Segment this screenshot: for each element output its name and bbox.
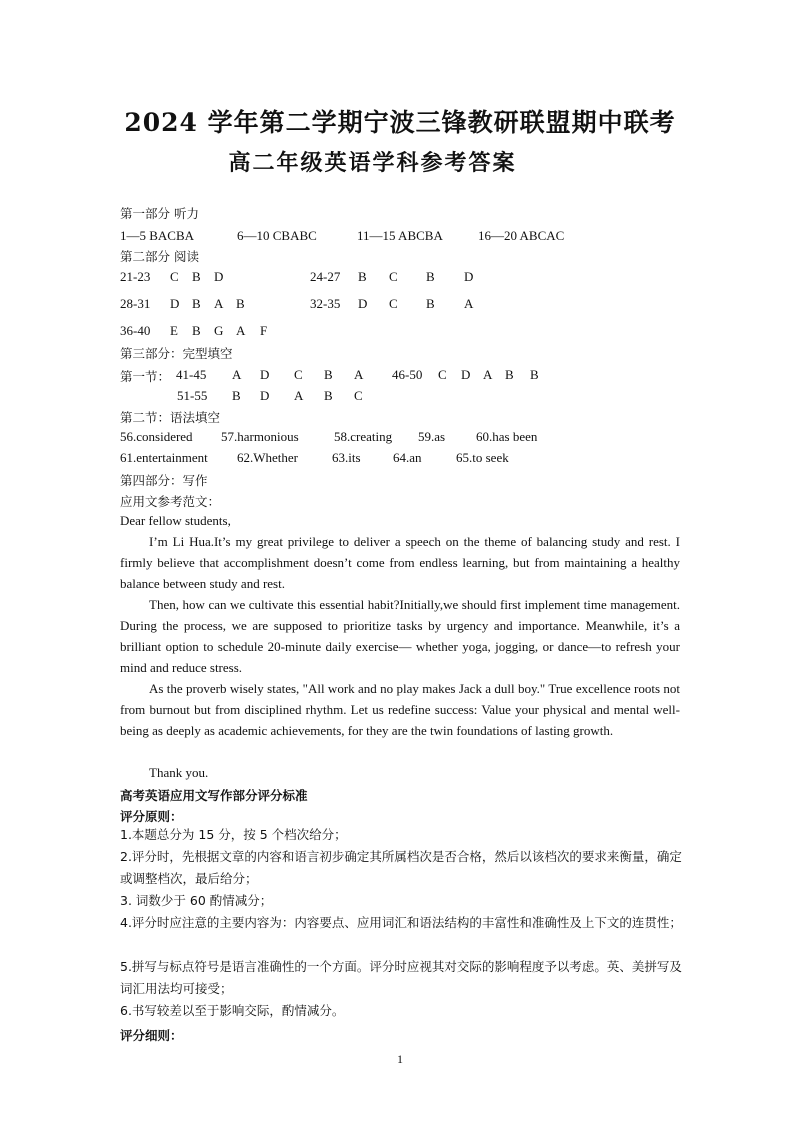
letter-closing: Thank you.: [149, 765, 209, 780]
listening-answer-group: 11—15 ABCBA: [357, 228, 443, 243]
scoring-rule: 1.本题总分为 15 分，按 5 个档次给分；: [120, 827, 347, 842]
page-title: 2024 学年第二学期宁波三锋教研联盟期中联考: [124, 108, 676, 137]
question-range: 36-40: [120, 323, 151, 338]
answer-letter: A: [464, 296, 474, 311]
listening-answer-group: 16—20 ABCAC: [478, 228, 565, 243]
part1-heading: 第一部分 听力: [120, 206, 199, 221]
answer-letter: A: [236, 323, 246, 338]
answer-letter: B: [426, 269, 435, 284]
answer-letter: B: [358, 269, 367, 284]
question-range: 51-55: [177, 388, 208, 403]
answer-letter: C: [294, 367, 303, 382]
grammar-answer: 64.an: [393, 450, 422, 465]
answer-letter: C: [389, 296, 398, 311]
answer-letter: D: [464, 269, 474, 284]
essay-paragraph: I’m Li Hua.It’s my great privilege to deliver a speech on the theme of balancing study and rest. I firmly believe that accomplishment doesn’t come from endless learning, but from maintaining a healthy balance between study and rest.: [120, 534, 680, 591]
scoring-rule: 2.评分时，先根据文章的内容和语言初步确定其所属档次是否合格，然后以该档次的要求来衡量，确定或调整档次，最后给分；: [120, 849, 682, 886]
answer-letter: C: [354, 388, 363, 403]
grammar-answer: 56.considered: [120, 429, 193, 444]
section2-label: 第二节：语法填空: [120, 410, 221, 425]
answer-letter: G: [214, 323, 224, 338]
grammar-answer: 62.Whether: [237, 450, 299, 465]
grammar-answer: 65.to seek: [456, 450, 509, 465]
answer-letter: D: [461, 367, 471, 382]
question-range: 32-35: [310, 296, 341, 311]
answer-letter: A: [214, 296, 224, 311]
answer-letter: F: [260, 323, 268, 338]
answer-letter: A: [483, 367, 493, 382]
scoring-rule: 3. 词数少于 60 酌情减分；: [120, 893, 273, 908]
answer-letter: B: [236, 296, 245, 311]
answer-letter: D: [358, 296, 368, 311]
part4-heading: 第四部分：写作: [120, 473, 208, 488]
part3-heading: 第三部分：完型填空: [120, 346, 233, 361]
scoring-rule: 6.书写较差以至于影响交际，酌情减分。: [120, 1003, 345, 1018]
essay-paragraph: Then, how can we cultivate this essential habit?Initially,we should first implement time management. During the process, we are supposed to prioritize tasks by urgency and importance. Meanwhile, it’s a brilliant option to schedule 20-minute daily exercise— whether yoga, jogging, or dance—to refresh your mind and reduce stress.: [120, 597, 680, 675]
part2-heading: 第二部分 阅读: [120, 249, 199, 264]
scoring-principles-label: 评分原则：: [120, 809, 183, 824]
question-range: 24-27: [310, 269, 341, 284]
question-range: 41-45: [176, 367, 207, 382]
answer-letter: E: [170, 323, 178, 338]
answer-letter: C: [389, 269, 398, 284]
answer-letter: D: [214, 269, 224, 284]
question-range: 28-31: [120, 296, 151, 311]
answer-letter: D: [260, 367, 270, 382]
sample-label: 应用文参考范文：: [120, 494, 221, 509]
page-subtitle: 高二年级英语学科参考答案: [228, 150, 517, 176]
essay-paragraph: As the proverb wisely states, "All work and no play makes Jack a dull boy." True excellence roots not from burnout but from disciplined rhythm. Let us redefine success: Value your physical and mental well-being as deeply as academic achievements, for they are the twin foundations of lasting growth.: [120, 681, 680, 738]
question-range: 46-50: [392, 367, 423, 382]
answer-letter: D: [170, 296, 180, 311]
answer-letter: B: [192, 269, 201, 284]
answer-letter: B: [192, 296, 201, 311]
answer-letter: B: [232, 388, 241, 403]
page-number: 1: [397, 1052, 403, 1066]
answer-letter: B: [324, 388, 333, 403]
answer-letter: C: [170, 269, 179, 284]
grammar-answer: 58.creating: [334, 429, 393, 444]
grammar-answer: 61.entertainment: [120, 450, 208, 465]
answer-letter: B: [530, 367, 539, 382]
grammar-answer: 63.its: [332, 450, 361, 465]
listening-answer-group: 6—10 CBABC: [237, 228, 317, 243]
letter-greeting: Dear fellow students,: [120, 513, 231, 528]
section1-label: 第一节：: [120, 369, 171, 384]
grammar-answer: 59.as: [418, 429, 446, 444]
question-range: 21-23: [120, 269, 151, 284]
answer-letter: B: [505, 367, 514, 382]
answer-letter: A: [232, 367, 242, 382]
answer-letter: C: [438, 367, 447, 382]
answer-letter: B: [324, 367, 333, 382]
scoring-details-label: 评分细则：: [120, 1028, 183, 1043]
answer-letter: B: [192, 323, 201, 338]
answer-letter: D: [260, 388, 270, 403]
scoring-title: 高考英语应用文写作部分评分标准: [120, 788, 308, 803]
scoring-rule: 5.拼写与标点符号是语言准确性的一个方面。评分时应视其对交际的影响程度予以考虑。英、美拼写及词汇用法均可接受；: [120, 959, 682, 996]
scoring-rule: 4.评分时应注意的主要内容为：内容要点、应用词汇和语法结构的丰富性和准确性及上下文的连贯性；: [120, 915, 682, 930]
answer-letter: A: [294, 388, 304, 403]
grammar-answer: 57.harmonious: [221, 429, 299, 444]
answer-letter: A: [354, 367, 364, 382]
answer-letter: B: [426, 296, 435, 311]
listening-answer-group: 1—5 BACBA: [120, 228, 195, 243]
grammar-answer: 60.has been: [476, 429, 538, 444]
